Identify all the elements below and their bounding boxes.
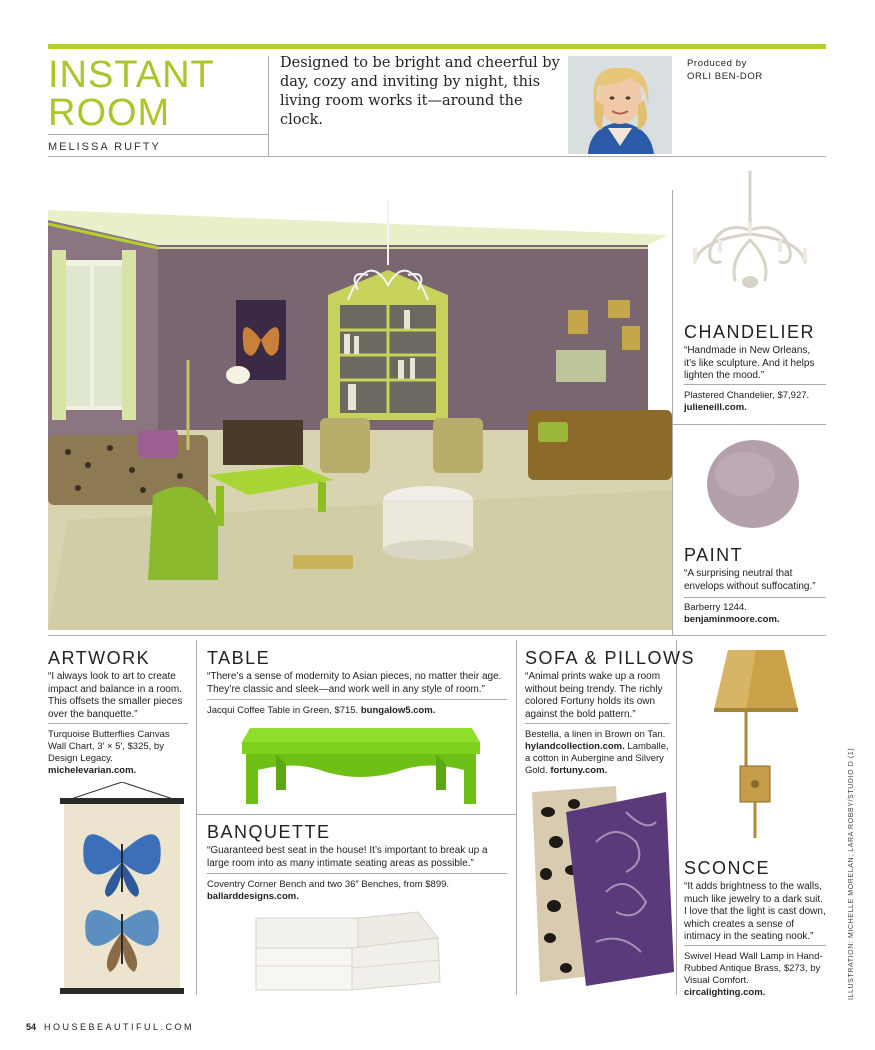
divider — [525, 723, 670, 724]
chandelier-photo — [690, 170, 810, 300]
divider — [207, 699, 507, 700]
heading-paint: PAINT — [684, 545, 744, 565]
page-number: 54 — [26, 1022, 37, 1032]
divider — [684, 597, 826, 598]
divider — [684, 945, 826, 946]
heading-sofa-pillows: SOFA & PILLOWS — [525, 648, 696, 668]
credit-text: Plastered Chandelier, $7,927. — [684, 390, 810, 401]
credit-url: circalighting.com. — [684, 987, 766, 998]
page-folio — [26, 1022, 194, 1032]
credit-paint — [684, 602, 824, 626]
quote-sconce: “It adds brightness to the walls, much like jewelry to a dark suit. I love that the light is cast down, which creates a sense of intimacy in the seating nook.” — [684, 881, 826, 942]
quote-chandelier: “Handmade in New Orleans, it’s like sculpture. And it helps lighten the mood.” — [684, 345, 815, 381]
credit-table — [207, 705, 507, 717]
credit-sconce — [684, 951, 826, 999]
divider — [268, 56, 269, 156]
divider — [207, 873, 507, 874]
heading-chandelier: CHANDELIER — [684, 322, 816, 342]
heading-sconce: SCONCE — [684, 858, 771, 878]
credit-chandelier — [684, 390, 824, 414]
credit-text: Coventry Corner Bench and two 36″ Benches, from $899. — [207, 879, 450, 890]
divider — [684, 384, 826, 385]
credit-banquette — [207, 879, 507, 903]
divider — [48, 635, 826, 636]
butterfly-chart-photo — [58, 782, 186, 997]
divider — [48, 134, 268, 135]
credit-url: michelevarian.com. — [48, 765, 137, 776]
divider — [672, 190, 673, 635]
heading-banquette: BANQUETTE — [207, 822, 331, 842]
credit-text: Swivel Head Wall Lamp in Hand-Rubbed Antique Brass, $273, by Visual Comfort. — [684, 951, 823, 986]
heading-table: TABLE — [207, 648, 271, 668]
divider — [196, 640, 197, 995]
page-title — [48, 56, 268, 132]
producer-name: ORLI BEN-DOR — [687, 71, 763, 82]
quote-paint: “A surprising neutral that envelops without suffocating.” — [684, 568, 816, 592]
banquette-photo — [248, 908, 448, 998]
divider — [196, 814, 516, 815]
sconce-photo — [706, 648, 806, 853]
credit-sofa-pillows — [525, 729, 670, 777]
credit-text: Bestella, a linen in Brown on Tan. — [525, 729, 666, 740]
credit-text: Turquoise Butterflies Canvas Wall Chart, 3′ × 5′, $325, by Design Legacy. — [48, 729, 170, 764]
room-illustration — [48, 190, 672, 630]
credit-text: Lamballe, a cotton in Aubergine and Silvery Gold. — [525, 741, 669, 776]
heading-artwork: ARTWORK — [48, 648, 151, 668]
quote-artwork: “I always look to art to create impact and balance in a room. This offsets the smaller pieces over the banquette.” — [48, 671, 183, 720]
divider — [48, 156, 826, 157]
credit-text: Barberry 1244. — [684, 602, 747, 613]
credit-url: julieneill.com. — [684, 402, 747, 413]
divider — [516, 640, 517, 995]
producer-credit — [687, 57, 763, 83]
credit-url: hylandcollection.com. — [525, 741, 625, 752]
divider — [672, 424, 826, 425]
credit-url: benjaminmoore.com. — [684, 614, 780, 625]
title-line-2: ROOM — [48, 92, 171, 134]
title-line-1: INSTANT — [48, 54, 215, 96]
divider — [48, 723, 188, 724]
paint-swatch — [705, 438, 801, 530]
quote-table: “There’s a sense of modernity to Asian pieces, no matter their age. They’re classic and sleek—and work well in any style of room.” — [207, 671, 502, 695]
quote-sofa-pillows: “Animal prints wake up a room without being trendy. The richly colored Fortuny holds its own against the bold pattern.” — [525, 671, 663, 720]
credit-text: Jacqui Coffee Table in Green, $715. — [207, 705, 359, 716]
credit-artwork — [48, 729, 188, 777]
illustration-credit: ILLUSTRATION: MICHELLE MORELAN; LARA ROBBY/STUDIO D (1) — [848, 747, 855, 1000]
fabric-swatches-photo — [526, 782, 676, 987]
producer-portrait — [568, 56, 672, 154]
credit-url: bungalow5.com. — [360, 705, 436, 716]
produced-label: Produced by — [687, 58, 747, 69]
divider — [676, 640, 677, 995]
deck-text: Designed to be bright and cheerful by day, cozy and inviting by night, this living room works it—around the clock. — [280, 55, 560, 128]
credit-url: fortuny.com. — [550, 765, 608, 776]
quote-banquette: “Guaranteed best seat in the house! It’s important to break up a large room into as many intimate seating areas as possible.” — [207, 845, 488, 869]
byline: MELISSA RUFTY — [48, 141, 161, 153]
credit-url: ballarddesigns.com. — [207, 891, 299, 902]
coffee-table-photo — [236, 724, 486, 810]
site-name: HOUSEBEAUTIFUL.COM — [44, 1022, 195, 1032]
accent-bar — [48, 44, 826, 49]
